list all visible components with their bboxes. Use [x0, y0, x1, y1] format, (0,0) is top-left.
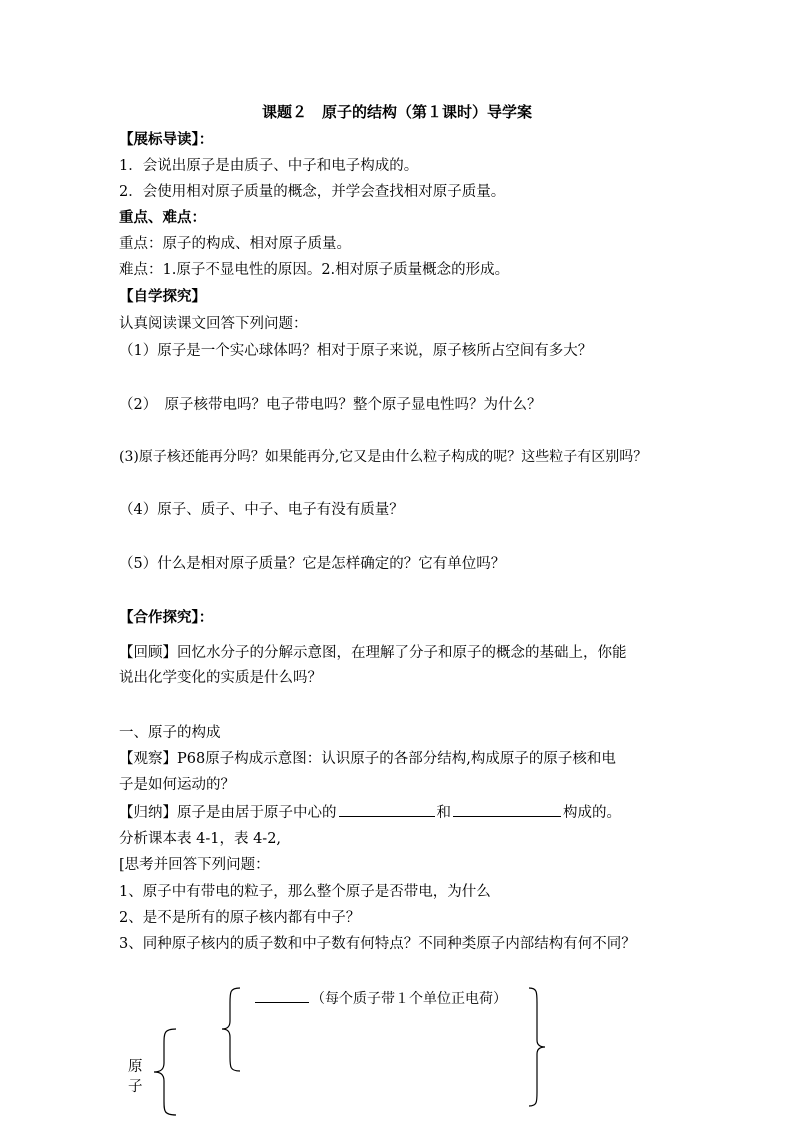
atom-right-brace — [525, 985, 551, 1110]
section-heading-hezuo: 【合作探究】： — [119, 609, 214, 626]
proton-line — [255, 988, 507, 1009]
observe-line-2: 子是如何运动的？ — [119, 777, 235, 793]
think-line: [思考并回答下列问题： — [119, 857, 270, 873]
objective-item-2: 2．会使用相对原子质量的概念，并学会查找相对原子质量。 — [119, 184, 506, 200]
think-item-1: 1、原子中有带电的粒子，那么整个原子是否带电，为什么 — [119, 884, 491, 900]
question-2: （2） 原子核带电吗？电子带电吗？整个原子显电性吗？为什么？ — [119, 397, 542, 413]
think-item-3: 3、同种原子核内的质子数和中子数有何特点？不同种类原子内部结构有何不同？ — [119, 936, 636, 952]
review-line-2: 说出化学变化的实质是什么吗？ — [119, 670, 322, 686]
review-line-1: 【回顾】回忆水分子的分解示意图，在理解了分子和原子的概念的基础上，你能 — [119, 645, 627, 661]
question-4: （4）原子、质子、中子、电子有没有质量？ — [119, 502, 404, 518]
key-point: 重点：原子的构成、相对原子质量。 — [119, 236, 351, 252]
question-5: （5）什么是相对原子质量？它是怎样确定的？它有单位吗？ — [119, 556, 506, 572]
summary-prefix: 【归纳】原子是由居于原子中心的 — [119, 805, 337, 821]
section-heading-zixue: 【自学探究】 — [119, 288, 206, 305]
summary-line — [119, 802, 621, 823]
difficult-point: 难点：1.原子不显电性的原因。2.相对原子质量概念的形成。 — [119, 262, 510, 278]
self-study-intro: 认真阅读课文回答下列问题： — [119, 316, 308, 332]
section-heading-zhanbiao: 【展标导读】： — [119, 131, 214, 148]
section-heading-zhongdian: 重点、难点： — [119, 209, 206, 226]
atom-char-2: 子 — [128, 1079, 143, 1095]
think-item-2: 2、是不是所有的原子核内都有中子？ — [119, 910, 361, 926]
fill-blank-proton[interactable] — [255, 988, 309, 1003]
question-3: (3)原子核还能再分吗？如果能再分,它又是由什么粒子构成的呢？这些粒子有区别吗？ — [119, 449, 648, 465]
observe-line-1: 【观察】P68原子构成示意图：认识原子的各部分结构,构成原子的原子核和电 — [119, 751, 616, 767]
sub-heading-atom-structure: 一、原子的构成 — [119, 725, 221, 741]
fill-blank-nucleus[interactable] — [339, 802, 435, 817]
atom-left-brace — [150, 1025, 180, 1120]
summary-mid: 和 — [436, 805, 451, 821]
nucleus-left-brace — [218, 985, 244, 1075]
question-1: （1）原子是一个实心球体吗？相对于原子来说，原子核所占空间有多大？ — [119, 343, 593, 359]
proton-note: （每个质子带１个单位正电荷） — [311, 991, 507, 1007]
summary-suffix: 构成的。 — [563, 805, 621, 821]
page-title: 课题２ 原子的结构（第１课时）导学案 — [261, 103, 532, 121]
fill-blank-electron[interactable] — [453, 802, 561, 817]
objective-item-1: 1．会说出原子是由质子、中子和电子构成的。 — [119, 158, 419, 174]
atom-label — [128, 1057, 143, 1097]
atom-char-1: 原 — [128, 1059, 143, 1075]
analyze-line: 分析课本表 4-1，表 4-2, — [119, 831, 282, 847]
